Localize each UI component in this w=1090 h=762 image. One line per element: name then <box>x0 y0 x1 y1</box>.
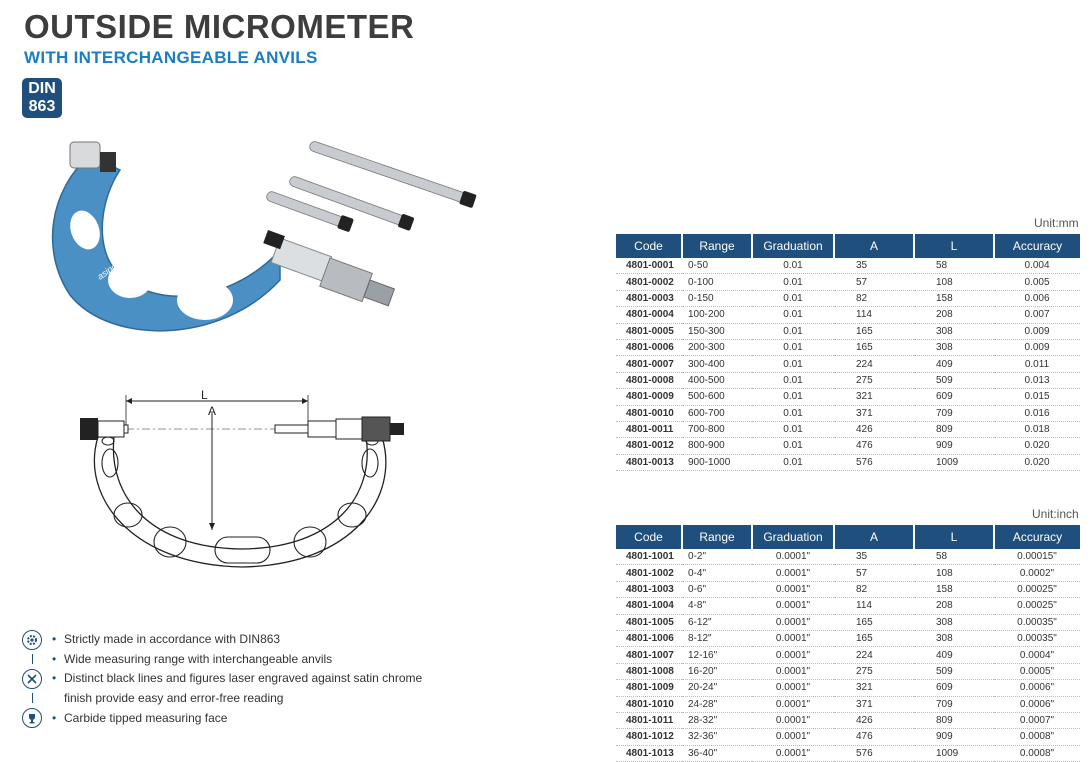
cell-l: 58 <box>914 258 994 274</box>
cell-accuracy: 0.00025" <box>994 598 1080 614</box>
feature-item: • Strictly made in accordance with DIN863 <box>52 632 281 646</box>
table-row <box>616 421 1080 437</box>
cell-a: 82 <box>834 581 914 597</box>
cell-code: 4801-1007 <box>616 647 682 663</box>
cell-a: 224 <box>834 647 914 663</box>
table-row <box>616 712 1080 728</box>
cell-code: 4801-0002 <box>616 274 682 290</box>
cell-code: 4801-1008 <box>616 663 682 679</box>
cell-graduation: 0.01 <box>752 389 834 405</box>
table-row <box>616 258 1080 274</box>
cell-graduation: 0.01 <box>752 438 834 454</box>
cell-accuracy: 0.015 <box>994 389 1080 405</box>
technical-drawing <box>70 385 415 580</box>
cell-accuracy: 0.0007" <box>994 712 1080 728</box>
cell-l: 809 <box>914 421 994 437</box>
product-photo <box>30 130 480 345</box>
cell-l: 509 <box>914 372 994 388</box>
cell-a: 35 <box>834 549 914 565</box>
cell-graduation: 0.01 <box>752 274 834 290</box>
cell-a: 114 <box>834 598 914 614</box>
cell-range: 12-16" <box>682 647 752 663</box>
cell-graduation: 0.01 <box>752 421 834 437</box>
cell-graduation: 0.01 <box>752 307 834 323</box>
table-row <box>616 290 1080 306</box>
cell-code: 4801-1013 <box>616 745 682 761</box>
cell-range: 150-300 <box>682 323 752 339</box>
cell-l: 158 <box>914 290 994 306</box>
cell-graduation: 0.0001" <box>752 630 834 646</box>
cell-graduation: 0.0001" <box>752 598 834 614</box>
cell-code: 4801-1009 <box>616 680 682 696</box>
feature-text: Carbide tipped measuring face <box>64 711 228 725</box>
column-header-l: L <box>914 234 994 258</box>
cell-code: 4801-1011 <box>616 712 682 728</box>
cell-range: 0-150 <box>682 290 752 306</box>
unit-label-inch: Unit:inch <box>1032 507 1079 521</box>
cell-code: 4801-0011 <box>616 421 682 437</box>
header-row <box>616 234 1080 258</box>
cell-code: 4801-0006 <box>616 339 682 355</box>
label-l: L <box>201 388 208 402</box>
table-row <box>616 630 1080 646</box>
table-row <box>616 323 1080 339</box>
cell-graduation: 0.01 <box>752 290 834 306</box>
cell-accuracy: 0.00035" <box>994 630 1080 646</box>
table-header <box>616 525 1080 549</box>
cell-accuracy: 0.0002" <box>994 565 1080 581</box>
cell-accuracy: 0.020 <box>994 454 1080 470</box>
table-row <box>616 729 1080 745</box>
cell-l: 308 <box>914 339 994 355</box>
cell-l: 909 <box>914 438 994 454</box>
cell-a: 426 <box>834 421 914 437</box>
table-row <box>616 663 1080 679</box>
header-row <box>616 525 1080 549</box>
cell-range: 300-400 <box>682 356 752 372</box>
cell-a: 224 <box>834 356 914 372</box>
cell-accuracy: 0.0006" <box>994 696 1080 712</box>
table-row <box>616 356 1080 372</box>
cell-range: 0-4" <box>682 565 752 581</box>
cell-a: 321 <box>834 680 914 696</box>
cell-a: 476 <box>834 438 914 454</box>
cell-a: 165 <box>834 323 914 339</box>
table-row <box>616 647 1080 663</box>
din-badge <box>22 78 62 118</box>
anvil-rods <box>265 138 477 232</box>
cell-accuracy: 0.018 <box>994 421 1080 437</box>
cell-range: 16-20" <box>682 663 752 679</box>
cell-a: 57 <box>834 274 914 290</box>
feature-item: • Wide measuring range with interchangeable anvils <box>52 652 333 666</box>
cell-l: 909 <box>914 729 994 745</box>
spec-table-mm <box>616 234 1080 471</box>
feature-divider <box>32 654 33 664</box>
cell-l: 409 <box>914 356 994 372</box>
table-row <box>616 389 1080 405</box>
cell-graduation: 0.0001" <box>752 614 834 630</box>
cell-graduation: 0.0001" <box>752 745 834 761</box>
cell-graduation: 0.01 <box>752 356 834 372</box>
cell-a: 165 <box>834 339 914 355</box>
cell-accuracy: 0.020 <box>994 438 1080 454</box>
trophy-icon <box>22 708 42 728</box>
column-header-range: Range <box>682 525 752 549</box>
table-row <box>616 274 1080 290</box>
tools-icon <box>22 669 42 689</box>
column-header-code: Code <box>616 234 682 258</box>
cell-accuracy: 0.0008" <box>994 729 1080 745</box>
cell-a: 371 <box>834 696 914 712</box>
cell-l: 308 <box>914 630 994 646</box>
cell-accuracy: 0.009 <box>994 323 1080 339</box>
cell-l: 1009 <box>914 454 994 470</box>
cell-a: 576 <box>834 745 914 761</box>
cell-accuracy: 0.00025" <box>994 581 1080 597</box>
cell-range: 700-800 <box>682 421 752 437</box>
cell-graduation: 0.0001" <box>752 549 834 565</box>
table-row <box>616 438 1080 454</box>
cell-l: 308 <box>914 323 994 339</box>
cell-code: 4801-1004 <box>616 598 682 614</box>
cell-l: 158 <box>914 581 994 597</box>
label-a: A <box>208 404 217 418</box>
cell-range: 0-50 <box>682 258 752 274</box>
table-row <box>616 614 1080 630</box>
cell-range: 900-1000 <box>682 454 752 470</box>
cell-l: 409 <box>914 647 994 663</box>
feature-item: • Distinct black lines and figures laser engraved against satin chrome <box>52 671 423 685</box>
table-row <box>616 598 1080 614</box>
cell-accuracy: 0.009 <box>994 339 1080 355</box>
cell-l: 609 <box>914 680 994 696</box>
cell-graduation: 0.0001" <box>752 581 834 597</box>
cell-l: 509 <box>914 663 994 679</box>
cell-a: 476 <box>834 729 914 745</box>
table-body <box>616 258 1080 471</box>
cell-code: 4801-0007 <box>616 356 682 372</box>
brand-text: asipu <box>95 261 119 282</box>
cell-accuracy: 0.004 <box>994 258 1080 274</box>
cell-graduation: 0.0001" <box>752 680 834 696</box>
badge-line-1: DIN <box>28 80 56 97</box>
cell-range: 600-700 <box>682 405 752 421</box>
cell-range: 0-100 <box>682 274 752 290</box>
cell-code: 4801-0001 <box>616 258 682 274</box>
cell-range: 24-28" <box>682 696 752 712</box>
cell-a: 426 <box>834 712 914 728</box>
table-row <box>616 454 1080 470</box>
table-row <box>616 372 1080 388</box>
cell-graduation: 0.0001" <box>752 712 834 728</box>
column-header-a: A <box>834 234 914 258</box>
cell-a: 275 <box>834 372 914 388</box>
cell-range: 0-2" <box>682 549 752 565</box>
cell-code: 4801-1003 <box>616 581 682 597</box>
cell-a: 165 <box>834 614 914 630</box>
page-subtitle: WITH INTERCHANGEABLE ANVILS <box>24 48 318 67</box>
table-body <box>616 549 1080 762</box>
cell-range: 200-300 <box>682 339 752 355</box>
cell-l: 108 <box>914 565 994 581</box>
cell-graduation: 0.0001" <box>752 565 834 581</box>
cell-l: 58 <box>914 549 994 565</box>
cell-code: 4801-1006 <box>616 630 682 646</box>
cell-code: 4801-0005 <box>616 323 682 339</box>
cell-range: 800-900 <box>682 438 752 454</box>
cell-graduation: 0.01 <box>752 258 834 274</box>
table-row <box>616 745 1080 761</box>
feature-text: Wide measuring range with interchangeable anvils <box>64 652 333 666</box>
cell-range: 20-24" <box>682 680 752 696</box>
column-header-graduation: Graduation <box>752 234 834 258</box>
table-row <box>616 696 1080 712</box>
table-header <box>616 234 1080 258</box>
cell-range: 400-500 <box>682 372 752 388</box>
cell-graduation: 0.01 <box>752 405 834 421</box>
cell-range: 100-200 <box>682 307 752 323</box>
cell-l: 709 <box>914 405 994 421</box>
cell-range: 500-600 <box>682 389 752 405</box>
feature-text: finish provide easy and error-free reading <box>64 691 284 705</box>
spec-table-inch <box>616 525 1080 762</box>
badge-line-2: 863 <box>28 98 56 115</box>
cell-accuracy: 0.00015" <box>994 549 1080 565</box>
feature-item-continued <box>52 688 283 708</box>
feature-item: • Carbide tipped measuring face <box>52 711 228 725</box>
cell-code: 4801-0003 <box>616 290 682 306</box>
cell-range: 8-12" <box>682 630 752 646</box>
column-header-code: Code <box>616 525 682 549</box>
cell-a: 275 <box>834 663 914 679</box>
feature-divider <box>32 693 33 703</box>
cell-code: 4801-0010 <box>616 405 682 421</box>
gear-icon <box>22 630 42 650</box>
cell-accuracy: 0.006 <box>994 290 1080 306</box>
cell-a: 576 <box>834 454 914 470</box>
cell-l: 709 <box>914 696 994 712</box>
cell-l: 1009 <box>914 745 994 761</box>
cell-graduation: 0.01 <box>752 372 834 388</box>
cell-graduation: 0.0001" <box>752 647 834 663</box>
cell-range: 28-32" <box>682 712 752 728</box>
cell-code: 4801-1005 <box>616 614 682 630</box>
cell-accuracy: 0.0008" <box>994 745 1080 761</box>
column-header-l: L <box>914 525 994 549</box>
cell-range: 36-40" <box>682 745 752 761</box>
cell-a: 114 <box>834 307 914 323</box>
column-header-accuracy: Accuracy <box>994 234 1080 258</box>
feature-text: Strictly made in accordance with DIN863 <box>64 632 281 646</box>
table-row <box>616 680 1080 696</box>
cell-range: 6-12" <box>682 614 752 630</box>
cell-accuracy: 0.0005" <box>994 663 1080 679</box>
table-row <box>616 307 1080 323</box>
table-row <box>616 565 1080 581</box>
column-header-accuracy: Accuracy <box>994 525 1080 549</box>
table-row <box>616 405 1080 421</box>
cell-l: 308 <box>914 614 994 630</box>
cell-code: 4801-1001 <box>616 549 682 565</box>
cell-code: 4801-0013 <box>616 454 682 470</box>
unit-label-mm: Unit:mm <box>1034 216 1079 230</box>
cell-l: 809 <box>914 712 994 728</box>
cell-accuracy: 0.0004" <box>994 647 1080 663</box>
cell-a: 82 <box>834 290 914 306</box>
cell-graduation: 0.0001" <box>752 663 834 679</box>
cell-graduation: 0.01 <box>752 454 834 470</box>
table-row <box>616 549 1080 565</box>
cell-a: 165 <box>834 630 914 646</box>
feature-text: Distinct black lines and figures laser engraved against satin chrome <box>64 671 423 685</box>
cell-graduation: 0.0001" <box>752 696 834 712</box>
cell-a: 321 <box>834 389 914 405</box>
cell-l: 208 <box>914 307 994 323</box>
cell-accuracy: 0.005 <box>994 274 1080 290</box>
column-header-a: A <box>834 525 914 549</box>
cell-graduation: 0.01 <box>752 339 834 355</box>
table-row <box>616 581 1080 597</box>
cell-a: 35 <box>834 258 914 274</box>
table-row <box>616 339 1080 355</box>
cell-code: 4801-0009 <box>616 389 682 405</box>
cell-code: 4801-0008 <box>616 372 682 388</box>
cell-l: 208 <box>914 598 994 614</box>
cell-accuracy: 0.013 <box>994 372 1080 388</box>
cell-a: 57 <box>834 565 914 581</box>
cell-graduation: 0.0001" <box>752 729 834 745</box>
cell-accuracy: 0.011 <box>994 356 1080 372</box>
page-title: OUTSIDE MICROMETER <box>24 8 415 45</box>
cell-code: 4801-1010 <box>616 696 682 712</box>
cell-accuracy: 0.007 <box>994 307 1080 323</box>
cell-accuracy: 0.016 <box>994 405 1080 421</box>
column-header-range: Range <box>682 234 752 258</box>
cell-a: 371 <box>834 405 914 421</box>
cell-l: 108 <box>914 274 994 290</box>
cell-range: 32-36" <box>682 729 752 745</box>
cell-l: 609 <box>914 389 994 405</box>
cell-range: 4-8" <box>682 598 752 614</box>
cell-accuracy: 0.0006" <box>994 680 1080 696</box>
column-header-graduation: Graduation <box>752 525 834 549</box>
cell-code: 4801-0012 <box>616 438 682 454</box>
cell-accuracy: 0.00035" <box>994 614 1080 630</box>
cell-code: 4801-1002 <box>616 565 682 581</box>
cell-code: 4801-1012 <box>616 729 682 745</box>
cell-graduation: 0.01 <box>752 323 834 339</box>
cell-code: 4801-0004 <box>616 307 682 323</box>
cell-range: 0-6" <box>682 581 752 597</box>
